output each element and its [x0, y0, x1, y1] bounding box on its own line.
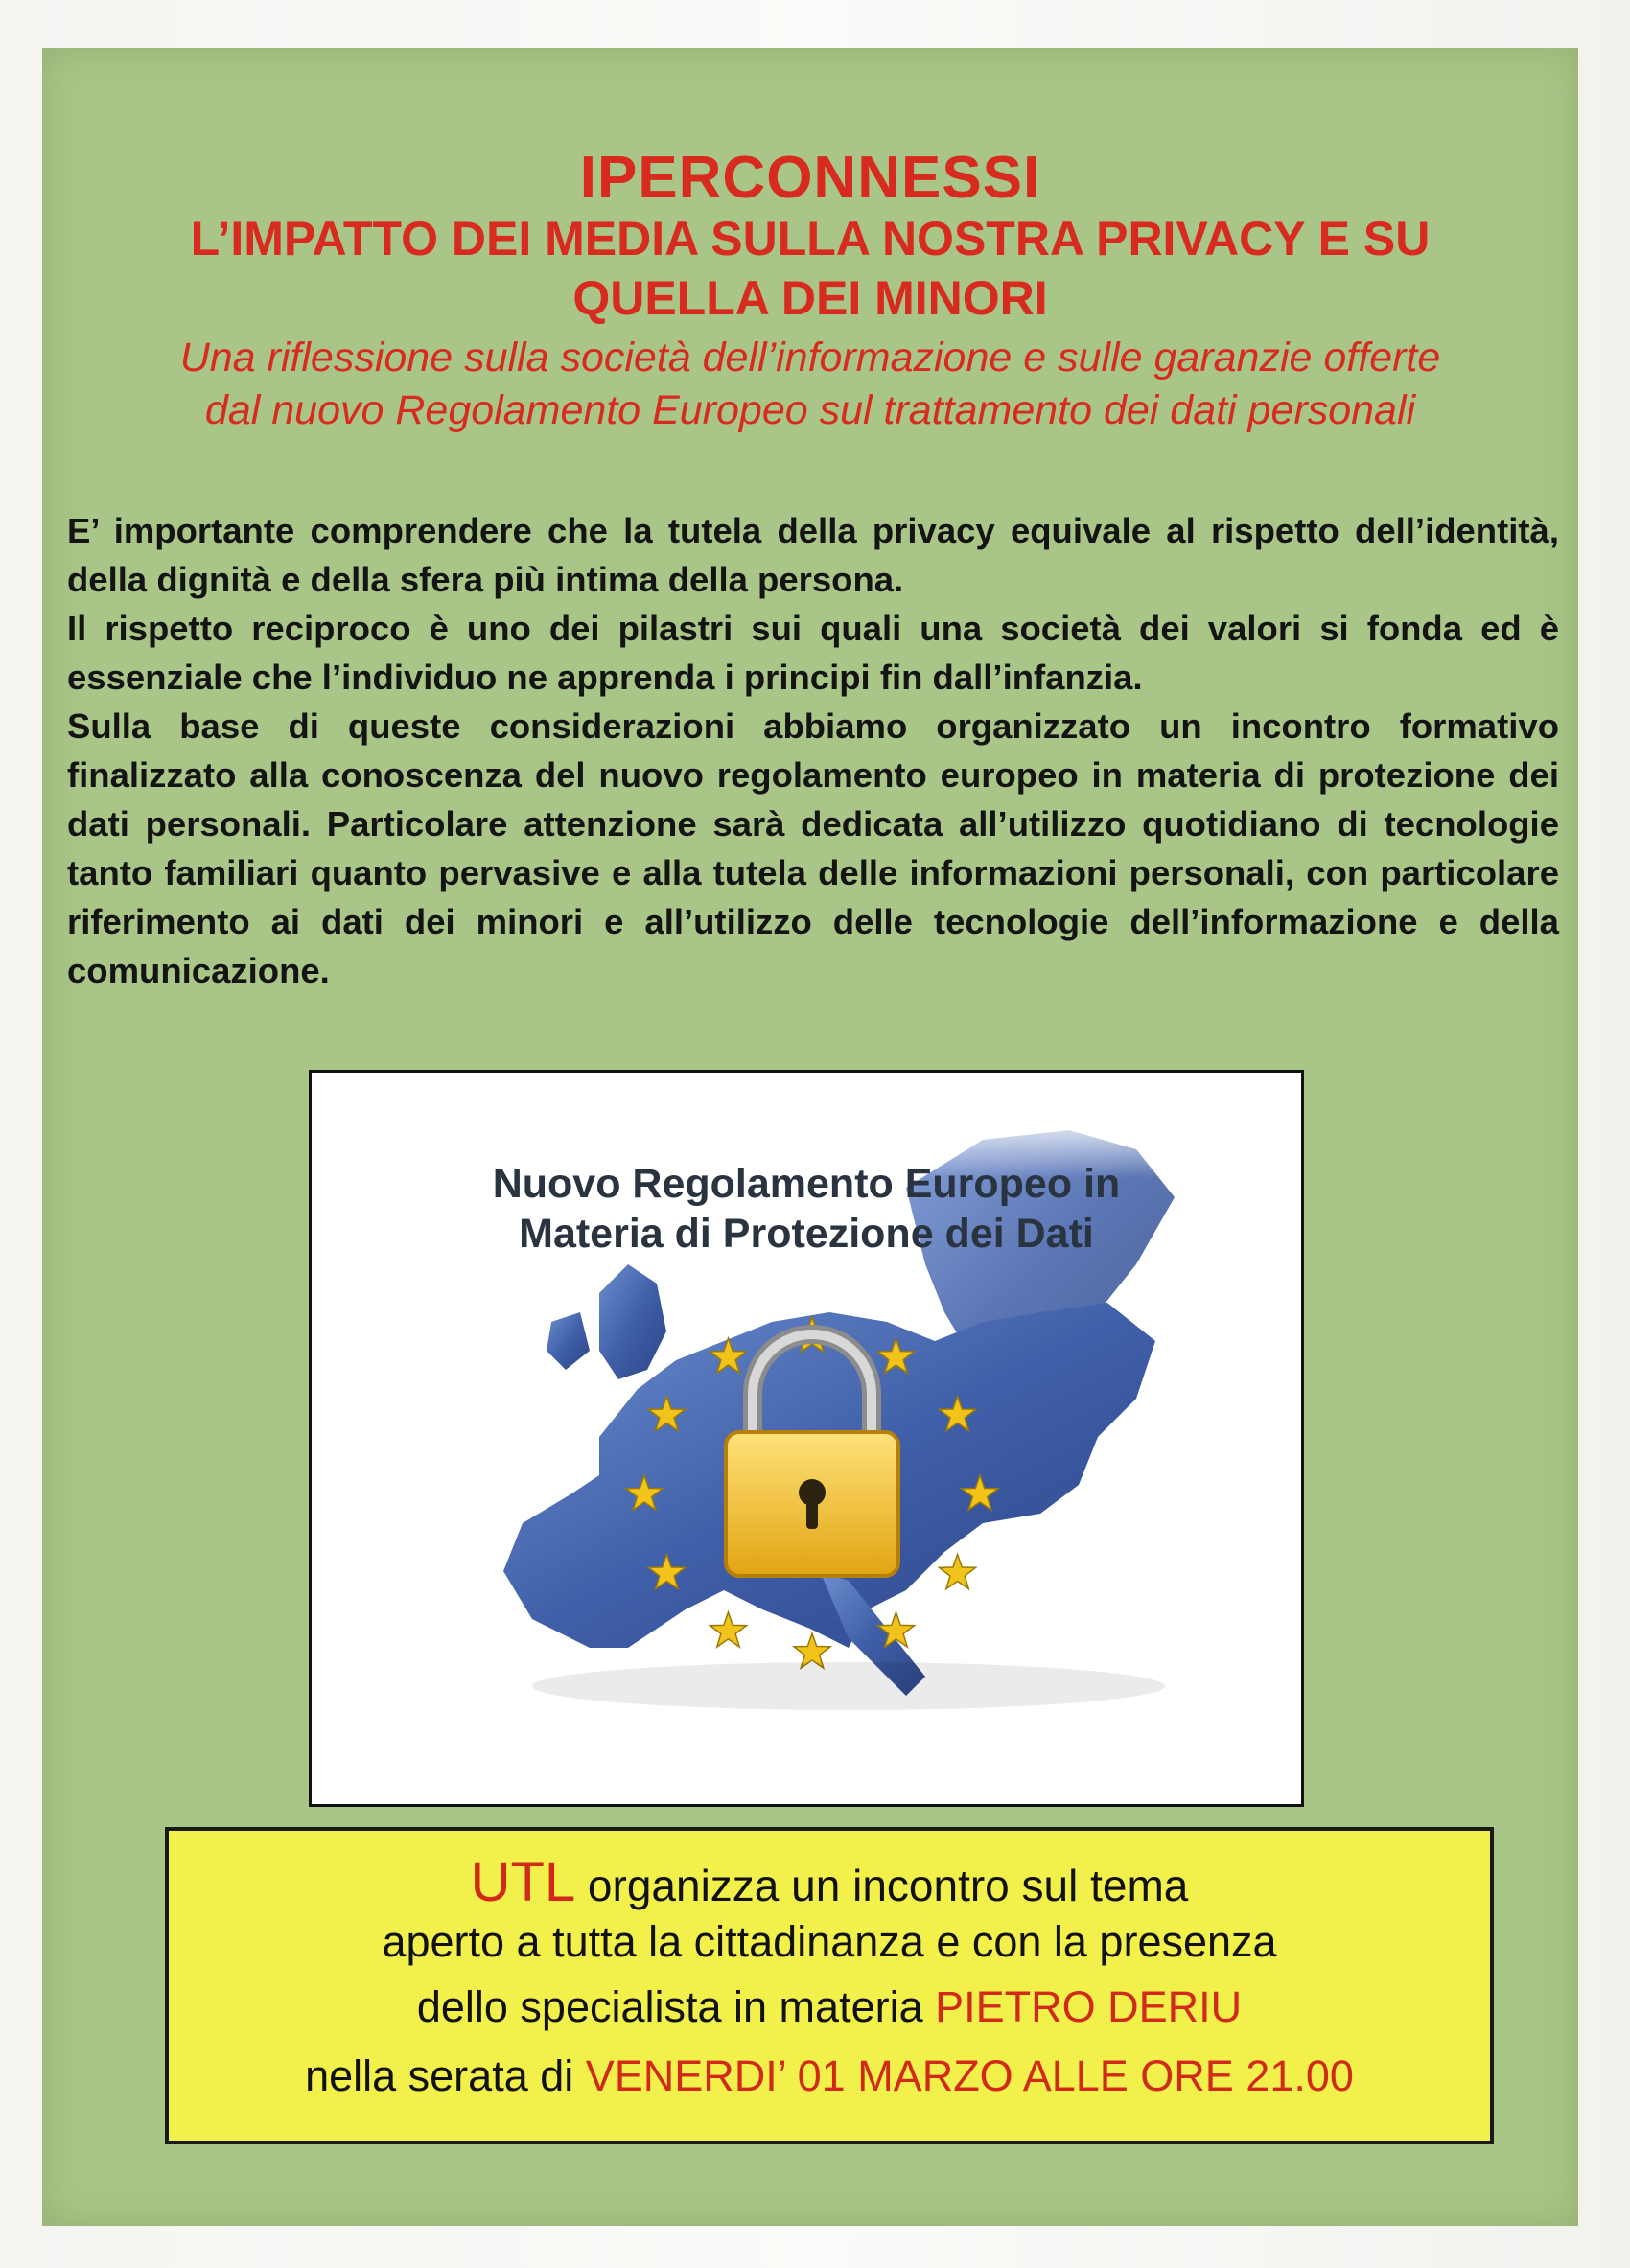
paragraph-3: Sulla base di queste considerazioni abbiamo organizzato un incontro formativo finalizzato alla conoscenza del nuovo regolamento europeo in materia di protezione dei dati personali. Particolare attenzione sarà dedicata all’utilizzo quotidiano di tecnologie tanto familiari quanto pervasive e alla tutela delle informazioni personali, con particolare riferimento ai dati dei minori e all’utilizzo delle tecnologie dell’informazione e della comunicazione. — [67, 706, 1559, 990]
gdpr-illustration — [309, 1070, 1304, 1807]
paragraph-1: E’ importante comprendere che la tutela della privacy equivale al rispetto dell’identità, della dignità e della sfera più intima della persona. — [67, 511, 1559, 599]
announcement-line-4-text: nella serata di — [305, 2051, 586, 2100]
announcement-line-2: aperto a tutta la cittadinanza e con la presenza — [382, 1917, 1277, 1966]
announcement-line-1 — [169, 1850, 1490, 1914]
announcement-line-3 — [169, 1982, 1490, 2032]
announcement-box — [165, 1827, 1494, 2144]
image-caption-line-1: Nuovo Regolamento Europeo in — [492, 1161, 1121, 1207]
organizer-name: UTL — [470, 1851, 576, 1913]
ireland-shape — [547, 1312, 590, 1370]
tagline-line-1: Una riflessione sulla società dell’informazione e sulle garanzie offerte — [179, 335, 1441, 381]
event-date-time: VENERDI’ 01 MARZO ALLE ORE 21.00 — [585, 2051, 1354, 2100]
paragraph-2: Il rispetto reciproco è uno dei pilastri sui quali una società dei valori si fonda ed è essenziale che l’individuo ne apprenda i principi fin dall’infanzia. — [67, 609, 1559, 697]
image-caption — [312, 1159, 1301, 1259]
body-text — [67, 506, 1559, 995]
tagline-line-2: dal nuovo Regolamento Europeo sul trattamento dei dati personali — [204, 387, 1416, 433]
eu-star-icon — [940, 1555, 976, 1589]
announcement-line-4 — [169, 2051, 1490, 2101]
image-caption-line-2: Materia di Protezione dei Dati — [519, 1211, 1094, 1257]
poster-title: IPERCONNESSI — [579, 145, 1041, 211]
subtitle-line-1: L’IMPATTO DEI MEDIA SULLA NOSTRA PRIVACY E SU — [190, 212, 1431, 266]
announcement-line-1-text: organizza un incontro sul tema — [575, 1861, 1189, 1910]
subtitle-line-2: QUELLA DEI MINORI — [572, 271, 1048, 325]
speaker-name: PIETRO DERIU — [935, 1982, 1243, 2031]
eu-star-icon — [710, 1612, 747, 1647]
poster — [42, 48, 1578, 2226]
poster-tagline — [42, 332, 1578, 437]
announcement-line-3-text: dello specialista in materia — [416, 1982, 936, 2031]
british-isles-shape — [599, 1264, 666, 1379]
poster-subtitle — [42, 209, 1578, 328]
